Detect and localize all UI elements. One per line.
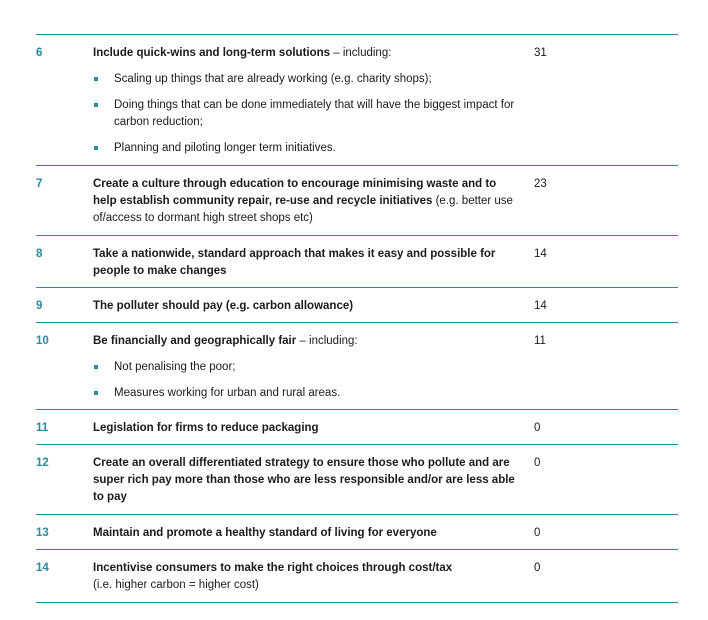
row-number: 11 [36,422,49,434]
row-description [93,246,523,280]
row-number: 8 [36,248,43,260]
row-number: 12 [36,457,49,469]
row-value: 0 [534,527,541,539]
bullet-item: Doing things that can be done immediately that will have the biggest impact for carbon reduction; [93,97,523,131]
row-number: 7 [36,178,43,190]
row-title: Include quick-wins and long-term solutions [93,47,331,59]
row-description [93,333,523,402]
table-row [36,35,678,166]
row-title: Legislation for firms to reduce packaging [93,422,319,434]
row-title: Create an overall differentiated strategy to ensure those who pollute and are super rich pay more than those who are less responsible and/or are less able to pay [93,457,515,503]
table-row [36,515,678,550]
row-value: 0 [534,457,541,469]
table-row [36,166,678,236]
row-detail: – including: [330,47,392,59]
bullet-item: Measures working for urban and rural areas. [93,385,523,402]
table-row [36,323,678,410]
table-row [36,288,678,323]
row-detail: – including: [296,335,358,347]
row-title: Maintain and promote a healthy standard of living for everyone [93,527,437,539]
results-table [36,34,678,603]
bullet-list [93,71,523,157]
bullet-item: Planning and piloting longer term initiatives. [93,140,523,157]
row-value: 0 [534,422,541,434]
row-value: 11 [534,335,546,347]
row-title: The polluter should pay (e.g. carbon allowance) [93,300,354,312]
bullet-item: Not penalising the poor; [93,359,523,376]
row-title: Create a culture through education to encourage minimising waste and to help establish community repair, re-use and recycle initiatives [93,178,497,207]
table-row [36,445,678,515]
row-detail: (i.e. higher carbon = higher cost) [93,579,259,591]
row-number: 14 [36,562,49,574]
row-description [93,455,523,506]
row-value: 23 [534,178,547,190]
row-title: Incentivise consumers to make the right choices through cost/tax [93,562,453,574]
row-description [93,420,523,437]
table-row [36,410,678,445]
row-description [93,560,523,594]
row-value: 14 [534,300,547,312]
row-description [93,525,523,542]
row-number: 10 [36,335,49,347]
row-title: Take a nationwide, standard approach that makes it easy and possible for people to make changes [93,248,496,277]
row-description [93,45,523,157]
table-row [36,236,678,288]
bullet-item: Scaling up things that are already working (e.g. charity shops); [93,71,523,88]
bullet-list [93,359,523,402]
row-number: 6 [36,47,43,59]
row-value: 14 [534,248,547,260]
table-row [36,550,678,603]
row-number: 13 [36,527,49,539]
row-title: Be financially and geographically fair [93,335,297,347]
row-value: 31 [534,47,547,59]
row-value: 0 [534,562,541,574]
row-description [93,176,523,227]
row-number: 9 [36,300,43,312]
row-detail: (e.g. better use of/access to dormant high street shops etc) [93,195,513,224]
row-description [93,298,523,315]
